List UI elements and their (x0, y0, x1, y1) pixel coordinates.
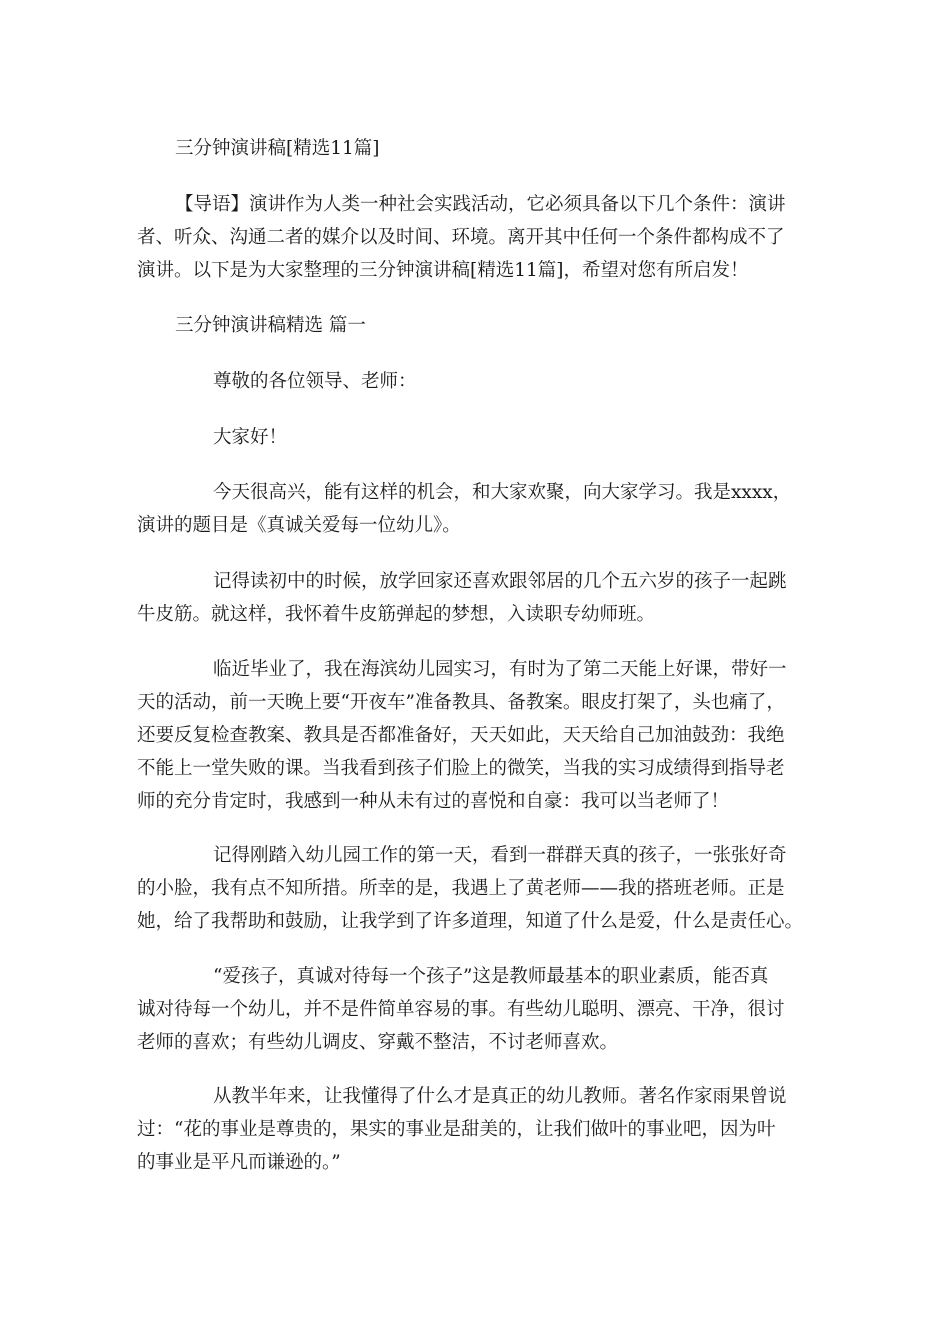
body-paragraph (213, 476, 898, 509)
intro-line-2: 者、听众、沟通二者的媒介以及时间、环境。离开其中任何一个条件都构成不了 (137, 227, 785, 248)
body-paragraph (213, 960, 898, 993)
intro-line-1: 【导语】演讲作为人类一种社会实践活动，它必须具备以下几个条件：演讲 (175, 194, 786, 215)
greeting (213, 421, 898, 454)
body-paragraph-cont (137, 686, 822, 818)
paragraph-line: 临近毕业了，我在海滨幼儿园实习，有时为了第二天能上好课，带好一 (213, 659, 787, 680)
body-paragraph-cont (137, 1113, 822, 1179)
paragraph-line: 老师的喜欢；有些幼儿调皮、穿戴不整洁，不讨老师喜欢。 (137, 1032, 619, 1053)
body-paragraph-cont (137, 598, 822, 631)
document-title (175, 132, 860, 165)
salutation-text: 尊敬的各位领导、老师： (213, 371, 417, 392)
body-paragraph (213, 1080, 898, 1113)
paragraph-line: 从教半年来，让我懂得了什么才是真正的幼儿教师。著名作家雨果曾说 (213, 1086, 787, 1107)
intro-paragraph (175, 188, 860, 221)
body-paragraph (213, 565, 898, 598)
salutation (213, 365, 898, 398)
intro-line-3: 演讲。以下是为大家整理的三分钟演讲稿[精选11篇]，希望对您有所启发！ (137, 260, 749, 281)
paragraph-line: 她，给了我帮助和鼓励，让我学到了许多道理，知道了什么是爱，什么是责任心。 (137, 911, 804, 932)
paragraph-line: 师的充分肯定时，我感到一种从未有过的喜悦和自豪：我可以当老师了！ (137, 791, 730, 812)
greeting-text: 大家好！ (213, 427, 288, 448)
body-paragraph (213, 653, 898, 686)
paragraph-line: 还要反复检查教案、教具是否都准备好，天天如此，天天给自己加油鼓劲：我绝 (137, 725, 785, 746)
paragraph-line: 的事业是平凡而谦逊的。” (137, 1152, 341, 1173)
paragraph-line: 的小脸，我有点不知所措。所幸的是，我遇上了黄老师——我的搭班老师。正是 (137, 878, 785, 899)
paragraph-line: 诚对待每一个幼儿，并不是件简单容易的事。有些幼儿聪明、漂亮、干净，很讨 (137, 999, 785, 1020)
paragraph-line: 记得读初中的时候，放学回家还喜欢跟邻居的几个五六岁的孩子一起跳 (213, 571, 787, 592)
intro-paragraph-cont (137, 221, 822, 287)
section-heading-text: 三分钟演讲稿精选 篇一 (175, 315, 366, 336)
body-paragraph-cont (137, 509, 822, 542)
paragraph-line: 过：“花的事业是尊贵的，果实的事业是甜美的，让我们做叶的事业吧，因为叶 (137, 1119, 776, 1140)
paragraph-line: 天的活动，前一天晚上要“开夜车”准备教具、备教案。眼皮打架了，头也痛了， (137, 692, 785, 713)
paragraph-line: 演讲的题目是《真诚关爱每一位幼儿》。 (137, 515, 461, 536)
paragraph-line: 记得刚踏入幼儿园工作的第一天，看到一群群天真的孩子，一张张好奇 (213, 845, 787, 866)
paragraph-line: 不能上一堂失败的课。当我看到孩子们脸上的微笑，当我的实习成绩得到指导老 (137, 758, 785, 779)
body-paragraph-cont (137, 993, 822, 1059)
paragraph-line: 牛皮筋。就这样，我怀着牛皮筋弹起的梦想，入读职专幼师班。 (137, 604, 656, 625)
paragraph-line: “爱孩子，真诚对待每一个孩子”这是教师最基本的职业素质，能否真 (213, 966, 769, 987)
body-paragraph (213, 839, 898, 872)
body-paragraph-cont (137, 872, 822, 938)
paragraph-line: 今天很高兴，能有这样的机会，和大家欢聚，向大家学习。我是xxxx， (213, 482, 792, 503)
title-line: 三分钟演讲稿[精选11篇] (175, 138, 380, 159)
section-heading (175, 309, 860, 342)
